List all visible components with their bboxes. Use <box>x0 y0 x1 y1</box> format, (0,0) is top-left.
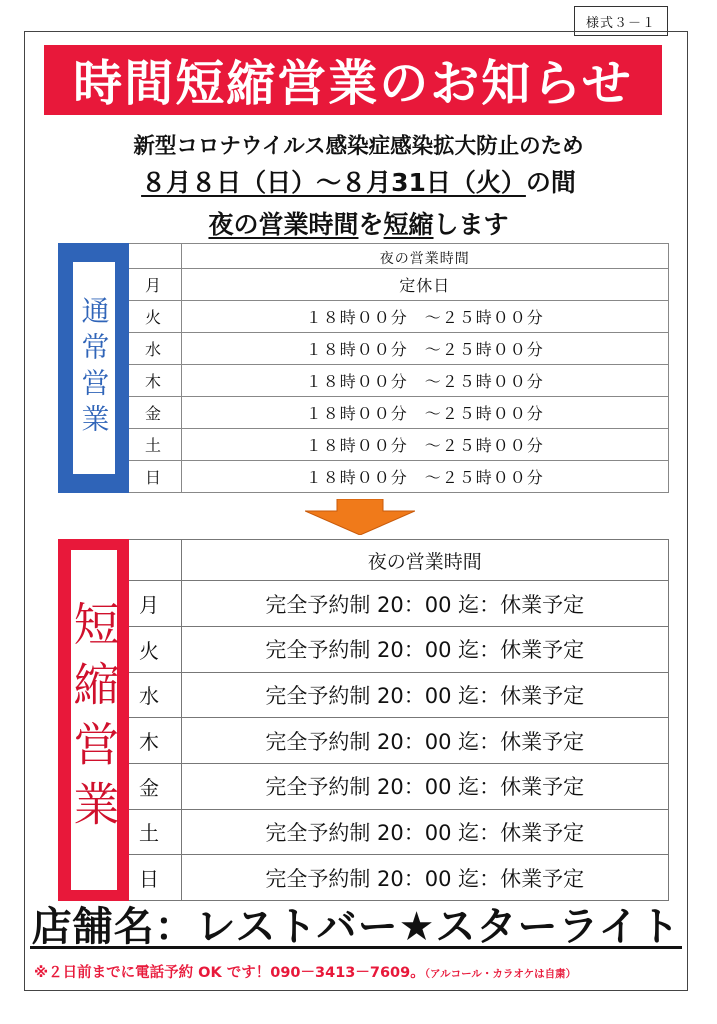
hours-cell: 完全予約制 20：00 迄：休業予定 <box>181 855 669 901</box>
announcement-part2: を <box>358 210 384 239</box>
day-cell: 木 <box>129 364 181 396</box>
shortened-hours-side-label <box>58 539 129 901</box>
announcement-part3: 短縮 <box>383 210 434 239</box>
announcement-part4: します <box>433 210 509 239</box>
shortened-hours-side-text: 短縮営業 <box>71 550 117 890</box>
table-row <box>129 460 669 492</box>
day-cell: 金 <box>129 396 181 428</box>
shop-name-value: レストバー★スターライト <box>195 904 681 950</box>
day-cell: 土 <box>129 809 181 855</box>
day-cell: 水 <box>129 332 181 364</box>
day-cell: 火 <box>129 300 181 332</box>
table-row <box>129 718 669 764</box>
day-cell: 日 <box>129 460 181 492</box>
table-row <box>129 763 669 809</box>
day-cell: 日 <box>129 855 181 901</box>
table-row <box>129 581 669 627</box>
table-row <box>129 332 669 364</box>
announcement-line <box>0 205 717 241</box>
normal-hours-side-label <box>58 243 129 493</box>
hours-cell: 完全予約制 20：00 迄：休業予定 <box>181 626 669 672</box>
day-cell: 火 <box>129 626 181 672</box>
day-cell: 水 <box>129 672 181 718</box>
table-row <box>129 540 669 581</box>
hours-cell: 完全予約制 20：00 迄：休業予定 <box>181 672 669 718</box>
hours-cell: １８時００分 ～２５時００分 <box>181 396 669 428</box>
announcement-part1: 夜の営業時間 <box>208 210 359 239</box>
hours-cell: １８時００分 ～２５時００分 <box>181 428 669 460</box>
shop-name <box>30 901 682 949</box>
table-row <box>129 244 669 269</box>
table-row <box>129 428 669 460</box>
hours-cell: 完全予約制 20：00 迄：休業予定 <box>181 809 669 855</box>
hours-cell: 完全予約制 20：00 迄：休業予定 <box>181 581 669 627</box>
hours-cell: 完全予約制 20：00 迄：休業予定 <box>181 763 669 809</box>
table-row <box>129 855 669 901</box>
form-number-box: 様式３－１ <box>574 6 668 36</box>
table-row <box>129 809 669 855</box>
reservation-note <box>34 961 684 982</box>
down-arrow-icon <box>305 499 415 535</box>
period-dates: ８月８日（日）～８月31日（火） <box>141 168 526 197</box>
title-banner: 時間短縮営業のお知らせ <box>44 45 662 115</box>
hours-cell: １８時００分 ～２５時００分 <box>181 460 669 492</box>
day-cell: 土 <box>129 428 181 460</box>
normal-hours-header: 夜の営業時間 <box>181 244 669 269</box>
normal-hours-side-text: 通常営業 <box>73 262 115 474</box>
day-cell: 月 <box>129 268 181 300</box>
hours-cell: １８時００分 ～２５時００分 <box>181 332 669 364</box>
shortened-hours-table <box>129 539 669 901</box>
day-cell: 木 <box>129 718 181 764</box>
normal-hours-table <box>129 243 669 493</box>
shop-name-label: 店舗名： <box>31 904 196 950</box>
table-row <box>129 300 669 332</box>
table-row <box>129 364 669 396</box>
table-row <box>129 672 669 718</box>
hours-cell: １８時００分 ～２５時００分 <box>181 364 669 396</box>
hours-cell: 完全予約制 20：00 迄：休業予定 <box>181 718 669 764</box>
table-row <box>129 268 669 300</box>
hours-cell: １８時００分 ～２５時００分 <box>181 300 669 332</box>
day-cell: 金 <box>129 763 181 809</box>
table-row <box>129 626 669 672</box>
subtitle: 新型コロナウイルス感染症感染拡大防止のため <box>133 134 584 159</box>
shortened-hours-header: 夜の営業時間 <box>181 540 669 581</box>
period-suffix: の間 <box>525 168 576 197</box>
period-line <box>0 163 717 199</box>
reservation-note-main: ※２日前までに電話予約 OK です！090－3413－7609。 <box>34 965 425 981</box>
day-cell: 月 <box>129 581 181 627</box>
table-row <box>129 396 669 428</box>
reservation-note-small: （アルコール・カラオケは自粛） <box>424 968 577 980</box>
hours-cell: 定休日 <box>181 268 669 300</box>
